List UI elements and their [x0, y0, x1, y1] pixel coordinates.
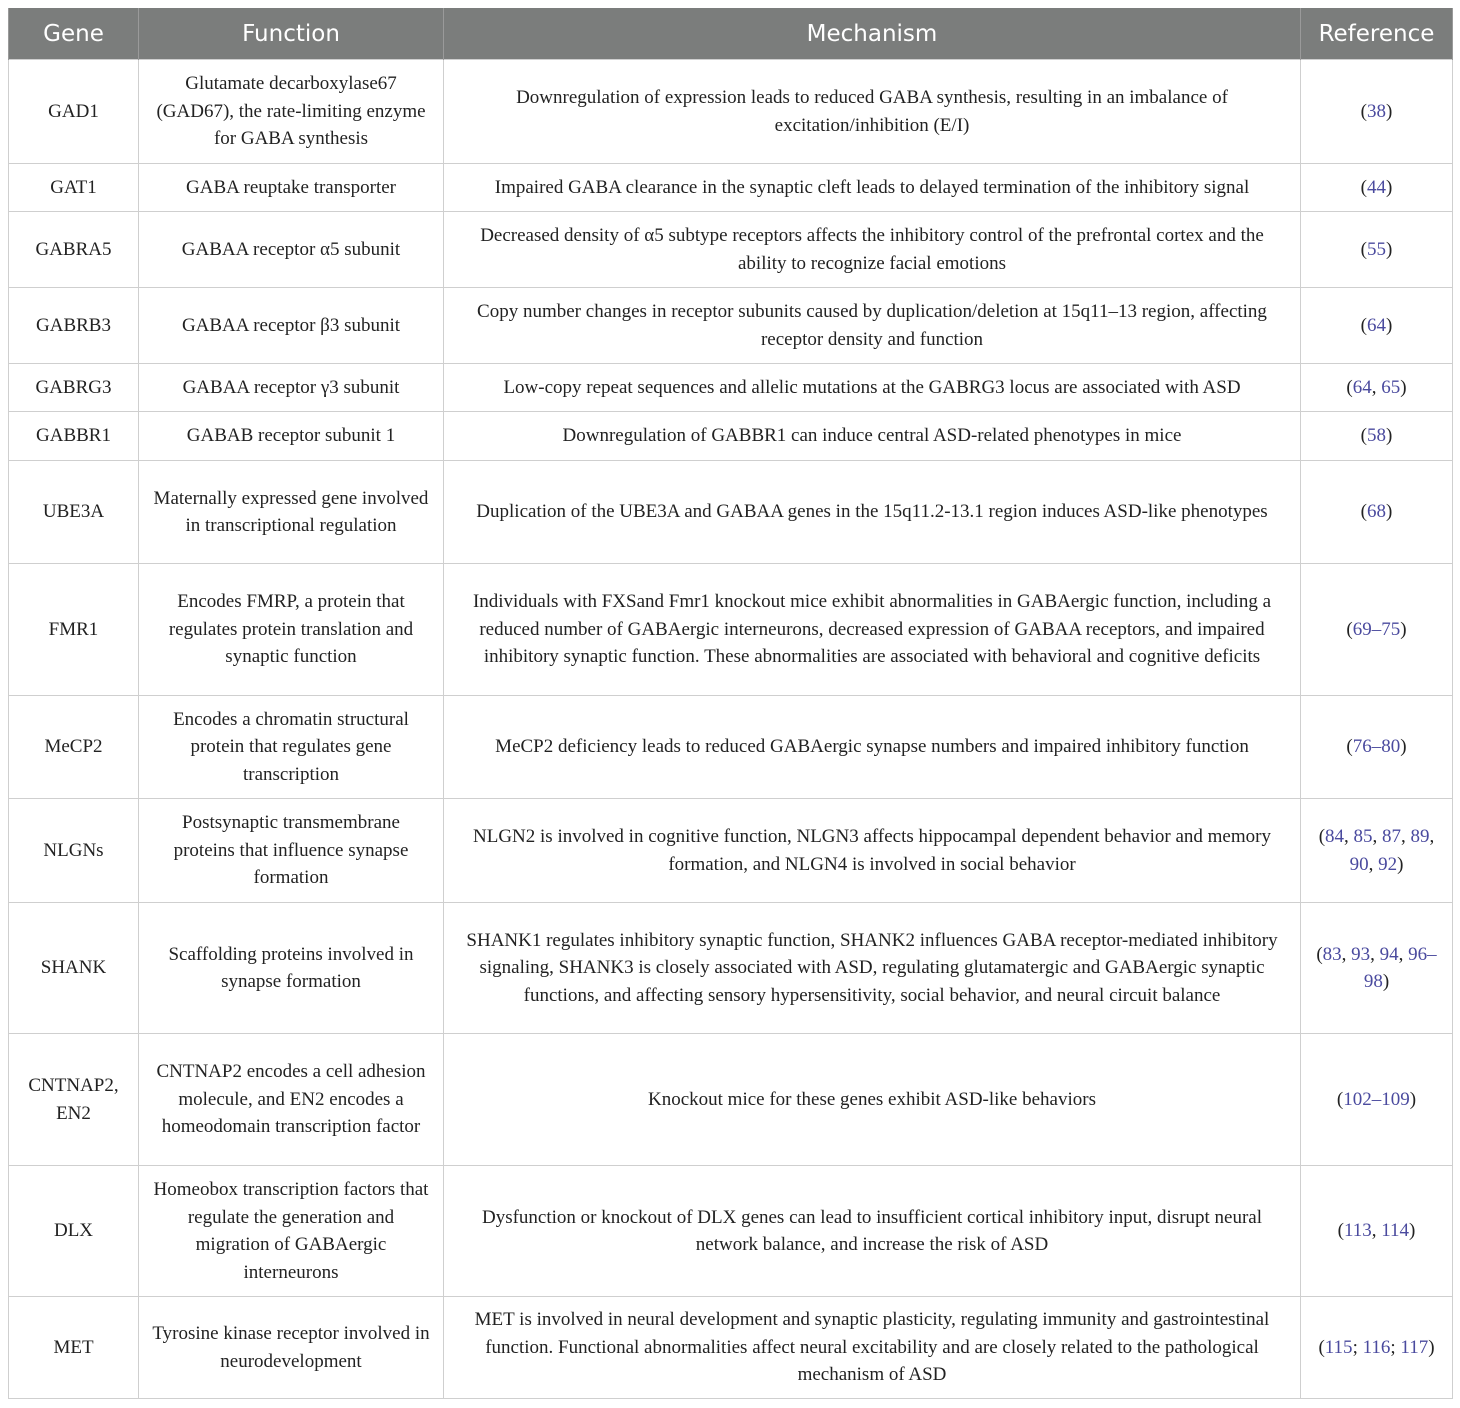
- gene-cell: CNTNAP2, EN2: [9, 1034, 139, 1166]
- mechanism-cell: Individuals with FXSand Fmr1 knockout mice exhibit abnormalities in GABAergic function, including a reduced number of GABAergic interneurons, decreased expression of GABAA receptors, and impaired inhibitory synaptic function. These abnormalities are associated with behavioral and cognitive deficits: [444, 564, 1301, 696]
- header-mechanism: Mechanism: [444, 8, 1301, 60]
- reference-cell: [1301, 60, 1453, 164]
- table-row: [9, 1034, 1453, 1166]
- mechanism-cell: Downregulation of expression leads to reduced GABA synthesis, resulting in an imbalance of excitation/inhibition (E/I): [444, 60, 1301, 164]
- reference-punctuation: (: [1360, 176, 1367, 198]
- header-reference: Reference: [1301, 8, 1453, 60]
- gene-cell: GABRB3: [9, 288, 139, 364]
- reference-cell: [1301, 1166, 1453, 1297]
- table-body: [9, 60, 1453, 1399]
- reference-punctuation: ): [1409, 1088, 1417, 1110]
- reference-link[interactable]: 114: [1381, 1220, 1410, 1242]
- mechanism-cell: MeCP2 deficiency leads to reduced GABAergic synapse numbers and impaired inhibitory function: [444, 696, 1301, 799]
- reference-link[interactable]: 44: [1367, 176, 1386, 198]
- table-row: [9, 799, 1453, 903]
- function-cell: Homeobox transcription factors that regulate the generation and migration of GABAergic interneurons: [139, 1166, 444, 1297]
- reference-cell: [1301, 364, 1453, 412]
- table-row: [9, 903, 1453, 1034]
- mechanism-cell: Dysfunction or knockout of DLX genes can lead to insufficient cortical inhibitory input, disrupt neural network balance, and increase the risk of ASD: [444, 1166, 1301, 1297]
- function-cell: CNTNAP2 encodes a cell adhesion molecule, and EN2 encodes a homeodomain transcription factor: [139, 1034, 444, 1166]
- reference-punctuation: ,: [1368, 853, 1379, 875]
- reference-link[interactable]: 76–80: [1352, 736, 1401, 758]
- function-cell: GABAB receptor subunit 1: [139, 412, 444, 461]
- table-row: [9, 1166, 1453, 1297]
- reference-punctuation: ,: [1372, 826, 1383, 847]
- reference-link[interactable]: 58: [1367, 425, 1386, 447]
- reference-cell: [1301, 412, 1453, 461]
- reference-punctuation: ): [1400, 618, 1407, 640]
- gene-table: [8, 8, 1453, 1399]
- function-cell: GABAA receptor γ3 subunit: [139, 364, 444, 412]
- reference-cell: [1301, 288, 1453, 364]
- reference-link[interactable]: 113: [1343, 1220, 1372, 1242]
- reference-link[interactable]: 87: [1382, 826, 1402, 847]
- reference-punctuation: ): [1400, 376, 1407, 398]
- reference-cell: [1301, 1034, 1453, 1166]
- table-row: [9, 1297, 1453, 1399]
- gene-cell: GABRA5: [9, 212, 139, 288]
- reference-punctuation: (: [1346, 376, 1353, 398]
- reference-link[interactable]: 92: [1378, 853, 1398, 875]
- table-row: [9, 564, 1453, 696]
- reference-cell: [1301, 461, 1453, 564]
- reference-punctuation: ): [1400, 736, 1407, 758]
- table-header: [9, 8, 1453, 60]
- reference-cell: [1301, 164, 1453, 212]
- reference-punctuation: (: [1346, 736, 1353, 758]
- function-cell: Encodes FMRP, a protein that regulates protein translation and synaptic function: [139, 564, 444, 696]
- gene-cell: GABBR1: [9, 412, 139, 461]
- reference-link[interactable]: 96–98: [1363, 943, 1437, 992]
- reference-link[interactable]: 64: [1367, 314, 1386, 336]
- reference-link[interactable]: 84: [1325, 826, 1345, 847]
- reference-punctuation: ,: [1370, 943, 1380, 965]
- reference-link[interactable]: 64: [1352, 376, 1372, 398]
- function-cell: Glutamate decarboxylase67 (GAD67), the rate-limiting enzyme for GABA synthesis: [139, 60, 444, 164]
- reference-punctuation: ,: [1371, 1220, 1382, 1242]
- mechanism-cell: Knockout mice for these genes exhibit ASD-like behaviors: [444, 1034, 1301, 1166]
- reference-link[interactable]: 116: [1362, 1336, 1391, 1358]
- function-cell: Encodes a chromatin structural protein that regulates gene transcription: [139, 696, 444, 799]
- reference-punctuation: ): [1386, 314, 1393, 336]
- reference-punctuation: (: [1360, 100, 1367, 122]
- reference-cell: [1301, 212, 1453, 288]
- reference-link[interactable]: 85: [1353, 826, 1373, 847]
- reference-punctuation: (: [1318, 1336, 1325, 1358]
- table-row: [9, 364, 1453, 412]
- reference-link[interactable]: 65: [1381, 376, 1401, 398]
- table-row: [9, 212, 1453, 288]
- reference-cell: [1301, 696, 1453, 799]
- reference-link[interactable]: 69–75: [1352, 618, 1401, 640]
- reference-punctuation: ): [1409, 1220, 1416, 1242]
- table-row: [9, 164, 1453, 212]
- table-row: [9, 288, 1453, 364]
- gene-cell: UBE3A: [9, 461, 139, 564]
- function-cell: Tyrosine kinase receptor involved in neurodevelopment: [139, 1297, 444, 1399]
- reference-punctuation: ): [1386, 501, 1393, 523]
- reference-cell: [1301, 799, 1453, 903]
- reference-punctuation: ,: [1429, 826, 1435, 847]
- header-function: Function: [139, 8, 444, 60]
- reference-link[interactable]: 83: [1322, 943, 1342, 965]
- reference-punctuation: ): [1386, 100, 1393, 122]
- reference-cell: [1301, 564, 1453, 696]
- reference-link[interactable]: 94: [1379, 943, 1399, 965]
- reference-punctuation: ): [1382, 971, 1390, 992]
- reference-punctuation: ): [1386, 176, 1393, 198]
- reference-punctuation: (: [1360, 425, 1367, 447]
- reference-punctuation: (: [1360, 314, 1367, 336]
- gene-cell: MeCP2: [9, 696, 139, 799]
- gene-cell: SHANK: [9, 903, 139, 1034]
- gene-cell: MET: [9, 1297, 139, 1399]
- reference-punctuation: ,: [1344, 826, 1354, 847]
- reference-punctuation: (: [1337, 1220, 1344, 1242]
- reference-punctuation: ): [1428, 1336, 1435, 1358]
- reference-punctuation: ,: [1371, 376, 1382, 398]
- reference-link[interactable]: 102–109: [1343, 1088, 1410, 1110]
- reference-punctuation: ,: [1401, 826, 1411, 847]
- reference-link[interactable]: 89: [1410, 826, 1430, 847]
- reference-punctuation: ,: [1398, 943, 1409, 965]
- reference-link[interactable]: 115: [1324, 1336, 1353, 1358]
- reference-punctuation: ): [1386, 238, 1393, 260]
- gene-cell: GAT1: [9, 164, 139, 212]
- mechanism-cell: Impaired GABA clearance in the synaptic cleft leads to delayed termination of the inhibitory signal: [444, 164, 1301, 212]
- reference-punctuation: ,: [1341, 943, 1352, 965]
- gene-cell: NLGNs: [9, 799, 139, 903]
- table-row: [9, 696, 1453, 799]
- gene-cell: GABRG3: [9, 364, 139, 412]
- mechanism-cell: Low-copy repeat sequences and allelic mutations at the GABRG3 locus are associated with ASD: [444, 364, 1301, 412]
- header-row: [9, 8, 1453, 60]
- mechanism-cell: Duplication of the UBE3A and GABAA genes in the 15q11.2-13.1 region induces ASD-like phenotypes: [444, 461, 1301, 564]
- reference-link[interactable]: 90: [1349, 853, 1369, 875]
- mechanism-cell: NLGN2 is involved in cognitive function, NLGN3 affects hippocampal dependent behavior and memory formation, and NLGN4 is involved in social behavior: [444, 799, 1301, 903]
- reference-punctuation: (: [1346, 618, 1353, 640]
- reference-punctuation: ): [1397, 853, 1404, 875]
- reference-punctuation: (: [1336, 1088, 1344, 1110]
- mechanism-cell: MET is involved in neural development and synaptic plasticity, regulating immunity and gastrointestinal function. Functional abnormalities affect neural excitability and are closely related to the pathological mechanism of ASD: [444, 1297, 1301, 1399]
- function-cell: Postsynaptic transmembrane proteins that influence synapse formation: [139, 799, 444, 903]
- function-cell: GABAA receptor β3 subunit: [139, 288, 444, 364]
- reference-punctuation: ;: [1352, 1336, 1363, 1358]
- reference-link[interactable]: 38: [1367, 100, 1386, 122]
- gene-cell: DLX: [9, 1166, 139, 1297]
- reference-punctuation: ): [1386, 425, 1393, 447]
- reference-link[interactable]: 55: [1367, 238, 1386, 260]
- function-cell: Maternally expressed gene involved in transcriptional regulation: [139, 461, 444, 564]
- table-row: [9, 60, 1453, 164]
- mechanism-cell: Copy number changes in receptor subunits caused by duplication/deletion at 15q11–13 region, affecting receptor density and function: [444, 288, 1301, 364]
- table-row: [9, 412, 1453, 461]
- reference-punctuation: (: [1316, 943, 1323, 965]
- mechanism-cell: Downregulation of GABBR1 can induce central ASD-related phenotypes in mice: [444, 412, 1301, 461]
- gene-cell: FMR1: [9, 564, 139, 696]
- header-gene: Gene: [9, 8, 139, 60]
- table-row: [9, 461, 1453, 564]
- function-cell: GABA reuptake transporter: [139, 164, 444, 212]
- gene-cell: GAD1: [9, 60, 139, 164]
- mechanism-cell: Decreased density of α5 subtype receptors affects the inhibitory control of the prefrontal cortex and the ability to recognize facial emotions: [444, 212, 1301, 288]
- function-cell: Scaffolding proteins involved in synapse formation: [139, 903, 444, 1034]
- reference-punctuation: ;: [1390, 1336, 1401, 1358]
- reference-link[interactable]: 117: [1400, 1336, 1429, 1358]
- reference-punctuation: (: [1360, 238, 1367, 260]
- reference-punctuation: (: [1318, 826, 1326, 847]
- reference-link[interactable]: 93: [1351, 943, 1371, 965]
- reference-punctuation: (: [1360, 501, 1367, 523]
- function-cell: GABAA receptor α5 subunit: [139, 212, 444, 288]
- reference-cell: [1301, 903, 1453, 1034]
- reference-cell: [1301, 1297, 1453, 1399]
- mechanism-cell: SHANK1 regulates inhibitory synaptic function, SHANK2 influences GABA receptor-mediated inhibitory signaling, SHANK3 is closely associated with ASD, regulating glutamatergic and GABAergic synaptic functions, and affecting sensory hypersensitivity, social behavior, and neural circuit balance: [444, 903, 1301, 1034]
- reference-link[interactable]: 68: [1367, 501, 1386, 523]
